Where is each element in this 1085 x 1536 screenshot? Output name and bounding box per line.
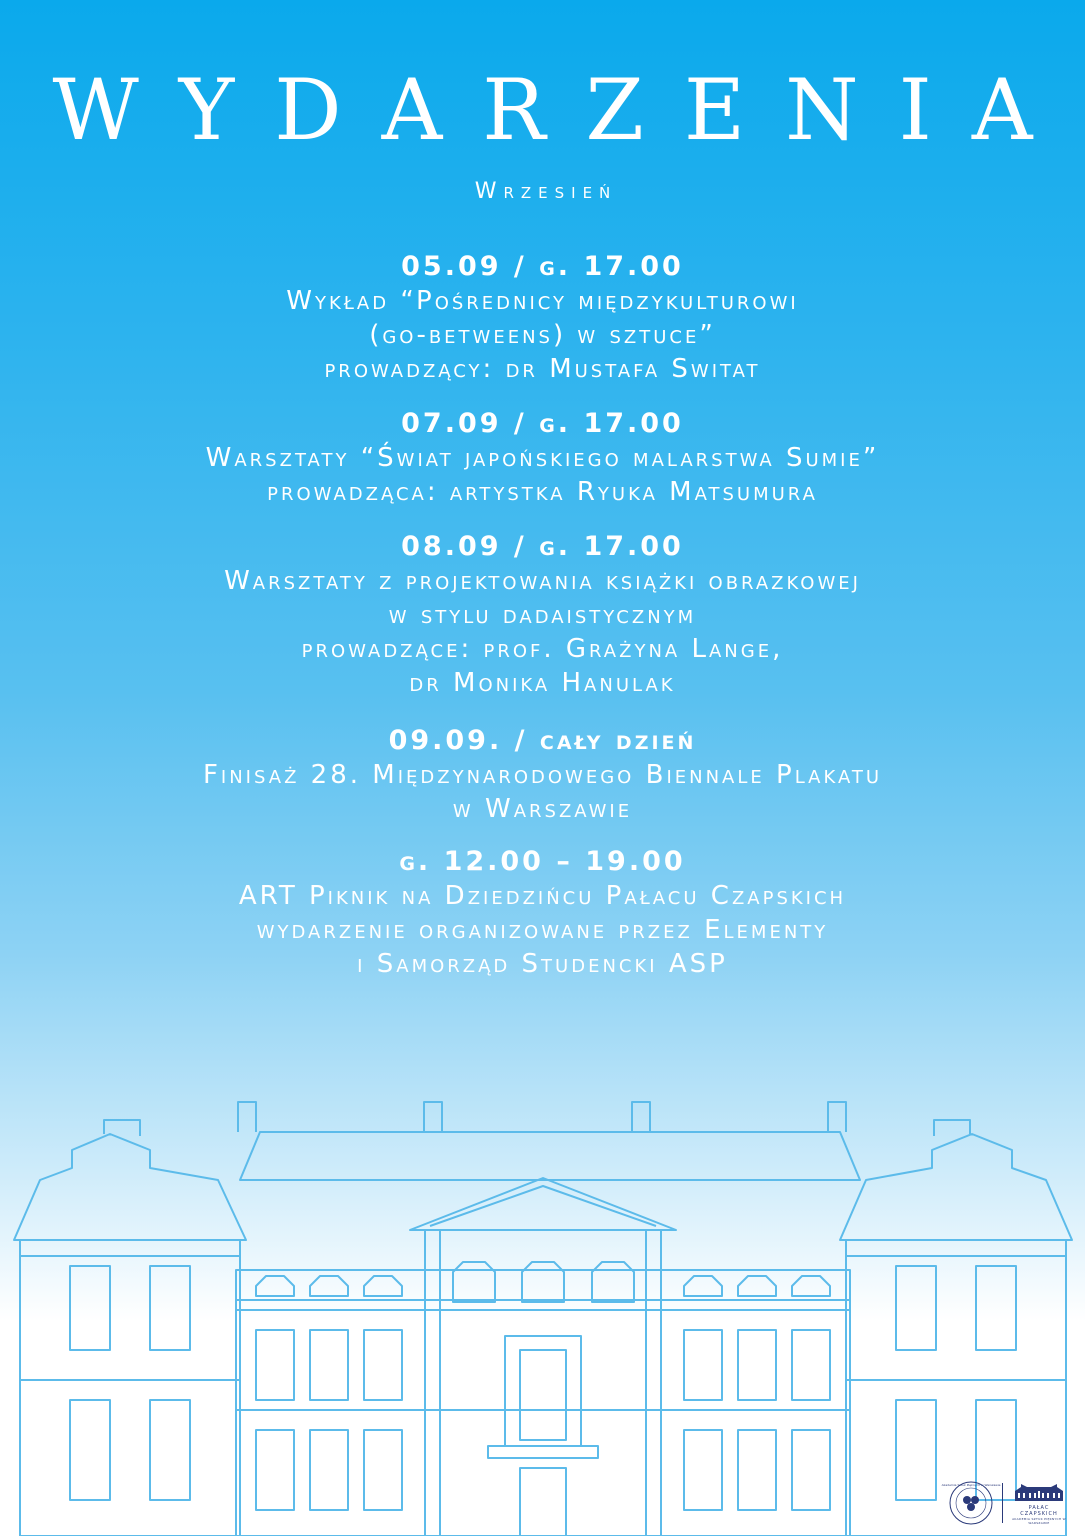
palace-roof xyxy=(240,1132,860,1180)
event-line: prowadząca: artystka Ryuka Matsumura xyxy=(267,477,818,507)
logo-bar xyxy=(941,1480,1067,1526)
event-line: w stylu dadaistycznym xyxy=(388,600,697,630)
event-line: prowadzący: dr Mustafa Switat xyxy=(324,354,761,384)
event-line: prowadzące: prof. Grażyna Lange, xyxy=(301,634,784,664)
event-line: i Samorząd Studencki ASP xyxy=(357,949,728,979)
event-line: Warsztaty “Świat japońskiego malarstwa Sumie” xyxy=(205,443,880,473)
event-date: 09.09. / cały dzień xyxy=(388,725,697,756)
event-5 xyxy=(0,845,1085,981)
palace-logo-icon xyxy=(1013,1481,1065,1503)
asp-logo xyxy=(941,1480,1001,1526)
palace-illustration xyxy=(0,1080,1085,1536)
palac-czapskich-subtitle: AKADEMIA SZTUK PIĘKNYCH W WARSZAWIE xyxy=(1012,1517,1066,1525)
event-1 xyxy=(0,250,1085,386)
logo-divider xyxy=(1002,1483,1003,1523)
event-3 xyxy=(0,530,1085,700)
poster-title: WYDARZENIA xyxy=(52,61,1073,159)
event-line: Warsztaty z projektowania książki obrazkowej xyxy=(224,566,861,596)
event-date: 07.09 / g. 17.00 xyxy=(401,408,684,439)
event-line: (go-betweens) w sztuce” xyxy=(369,320,716,350)
event-line: dr Monika Hanulak xyxy=(409,668,676,698)
event-date: g. 12.00 – 19.00 xyxy=(399,846,686,877)
event-date: 05.09 / g. 17.00 xyxy=(401,251,684,282)
svg-text:Akademia Sztuk Pięknych w Wars: Akademia Sztuk Pięknych w Warszawie xyxy=(941,1483,1001,1487)
event-line: Finisaż 28. Międzynarodowego Biennale Plakatu xyxy=(202,760,883,790)
event-2 xyxy=(0,407,1085,509)
palac-czapskich-name: PAŁAC CZAPSKICH xyxy=(1020,1505,1058,1517)
event-line: w Warszawie xyxy=(452,794,633,824)
palac-czapskich-logo xyxy=(1011,1481,1067,1525)
event-date: 08.09 / g. 17.00 xyxy=(401,531,684,562)
month-heading: Wrzesień xyxy=(474,179,618,204)
event-line: ART Piknik na Dziedzińcu Pałacu Czapskich xyxy=(238,881,847,911)
event-line: wydarzenie organizowane przez Elementy xyxy=(256,915,829,945)
event-4 xyxy=(0,724,1085,826)
event-line: Wykład “Pośrednicy międzykulturowi xyxy=(286,286,799,316)
